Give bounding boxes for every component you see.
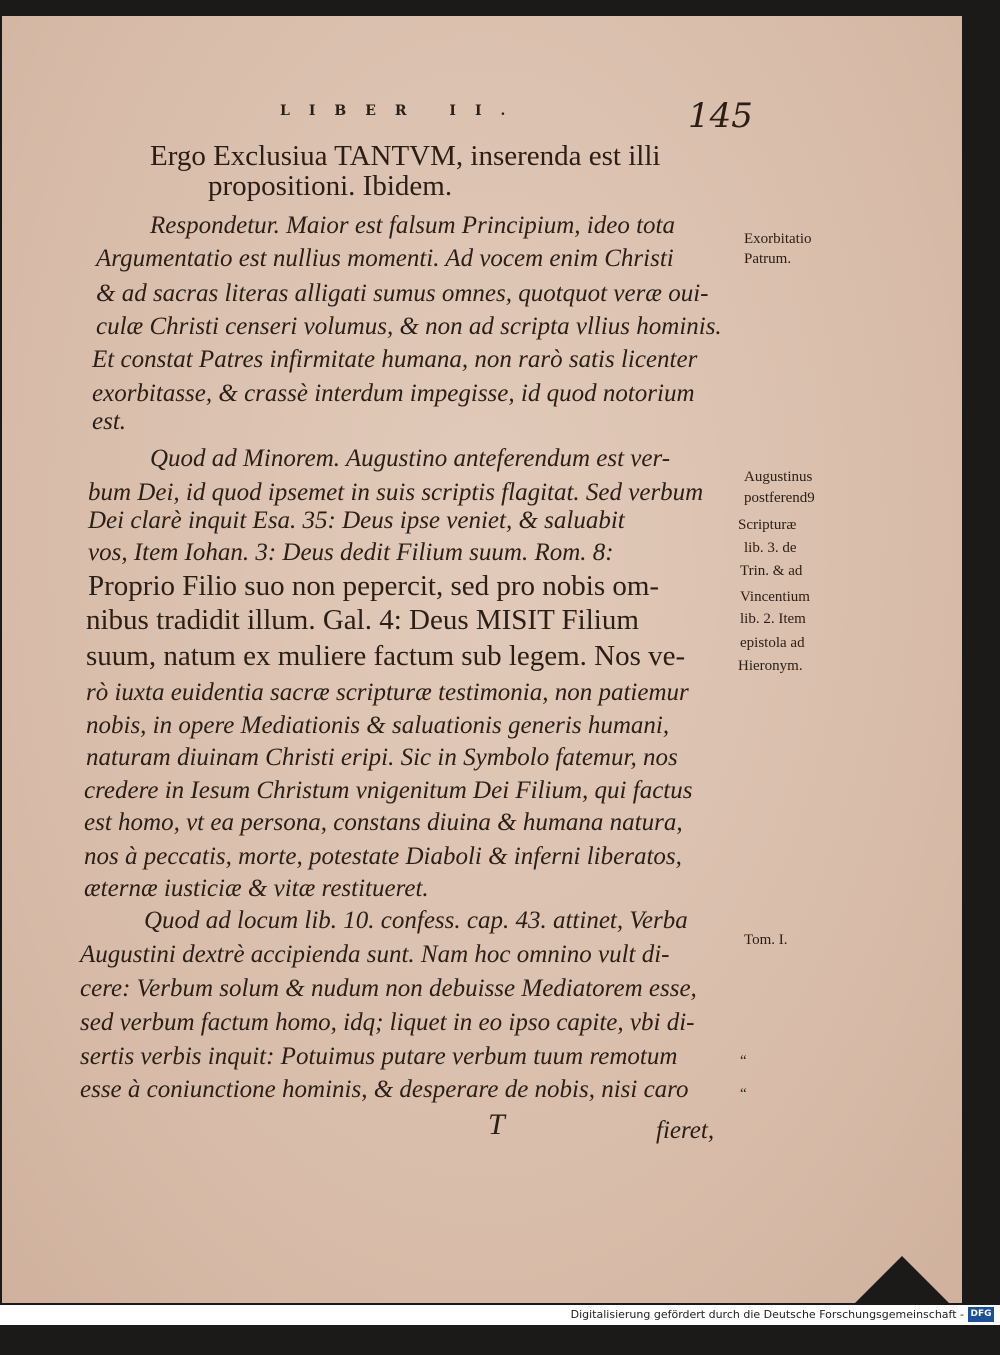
- margin-note: Augustinus: [744, 469, 813, 485]
- running-head: LIBER II.: [280, 103, 525, 119]
- text-line: est homo, vt ea persona, constans diuina & humana natura,: [84, 809, 683, 836]
- margin-note: “: [740, 1053, 747, 1069]
- text-line: bum Dei, id quod ipsemet in suis scriptis flagitat. Sed verbum: [88, 479, 704, 506]
- text-line: suum, natum ex muliere factum sub legem. Nos ve-: [86, 640, 686, 672]
- margin-note: Exorbitatio: [744, 231, 812, 247]
- text-line: Augustini dextrè accipienda sunt. Nam hoc omnino vult di-: [80, 941, 670, 968]
- text-line: sed verbum factum homo, idq; liquet in eo ipso capite, vbi di-: [80, 1009, 695, 1036]
- text-line: Respondetur. Maior est falsum Principium, ideo tota: [150, 212, 675, 239]
- text-line: vos, Item Iohan. 3: Deus dedit Filium suum. Rom. 8:: [88, 539, 614, 566]
- margin-note: epistola ad: [740, 635, 805, 651]
- text-line: Et constat Patres infirmitate humana, non rarò satis licenter: [92, 346, 698, 373]
- catchword: fieret,: [656, 1117, 715, 1144]
- text-line: est.: [92, 408, 127, 435]
- signature-mark: T: [488, 1108, 505, 1141]
- page-number: 145: [688, 96, 753, 136]
- dfg-logo: DFG: [968, 1307, 994, 1322]
- text-line: nos à peccatis, morte, potestate Diaboli & inferni liberatos,: [84, 843, 682, 870]
- margin-note: Trin. & ad: [740, 563, 803, 579]
- text-line: rò iuxta euidentia sacræ scripturæ testimonia, non patiemur: [86, 679, 689, 706]
- text-line: exorbitasse, & crassè interdum impegisse, id quod notorium: [92, 380, 695, 407]
- margin-note: lib. 2. Item: [740, 611, 806, 627]
- text-line: propositioni. Ibidem.: [208, 170, 453, 202]
- text-line: sertis verbis inquit: Potuimus putare verbum tuum remotum: [80, 1043, 678, 1070]
- text-line: Quod ad Minorem. Augustino anteferendum est ver-: [150, 445, 671, 472]
- text-line: esse à coniunctione hominis, & desperare de nobis, nisi caro: [80, 1076, 689, 1103]
- margin-note: Vincentium: [740, 589, 810, 605]
- footer-credit: Digitalisierung gefördert durch die Deutsche Forschungsgemeinschaft -: [570, 1308, 964, 1321]
- margin-note: Scripturæ: [738, 517, 797, 533]
- text-line: & ad sacras literas alligati sumus omnes, quotquot veræ oui-: [96, 280, 709, 307]
- margin-note: Hieronym.: [738, 658, 803, 674]
- text-line: æternæ iusticiæ & vitæ restitueret.: [84, 875, 429, 902]
- text-line: Quod ad locum lib. 10. confess. cap. 43. attinet, Verba: [144, 907, 688, 934]
- text-line: Ergo Exclusiua TANTVM, inserenda est illi: [150, 140, 661, 172]
- text-line: naturam diuinam Christi eripi. Sic in Symbolo fatemur, nos: [86, 744, 678, 771]
- text-line: Argumentatio est nullius momenti. Ad vocem enim Christi: [96, 245, 674, 272]
- text-line: credere in Iesum Christum vnigenitum Dei Filium, qui factus: [84, 777, 693, 804]
- text-line: nibus tradidit illum. Gal. 4: Deus MISIT Filium: [86, 604, 639, 636]
- margin-note: lib. 3. de: [744, 540, 797, 556]
- text-line: Dei clarè inquit Esa. 35: Deus ipse veniet, & saluabit: [88, 507, 625, 534]
- text-line: nobis, in opere Mediationis & saluationis generis humani,: [86, 712, 670, 739]
- text-line: culæ Christi censeri volumus, & non ad scripta vllius hominis.: [96, 313, 722, 340]
- margin-note: postferend9: [744, 490, 815, 506]
- margin-note: Patrum.: [744, 251, 792, 267]
- footer-bar: [0, 1305, 1000, 1325]
- margin-note: “: [740, 1086, 747, 1102]
- margin-note: Tom. I.: [744, 932, 788, 948]
- text-line: cere: Verbum solum & nudum non debuisse Mediatorem esse,: [80, 975, 697, 1002]
- text-line: Proprio Filio suo non pepercit, sed pro nobis om-: [88, 570, 660, 602]
